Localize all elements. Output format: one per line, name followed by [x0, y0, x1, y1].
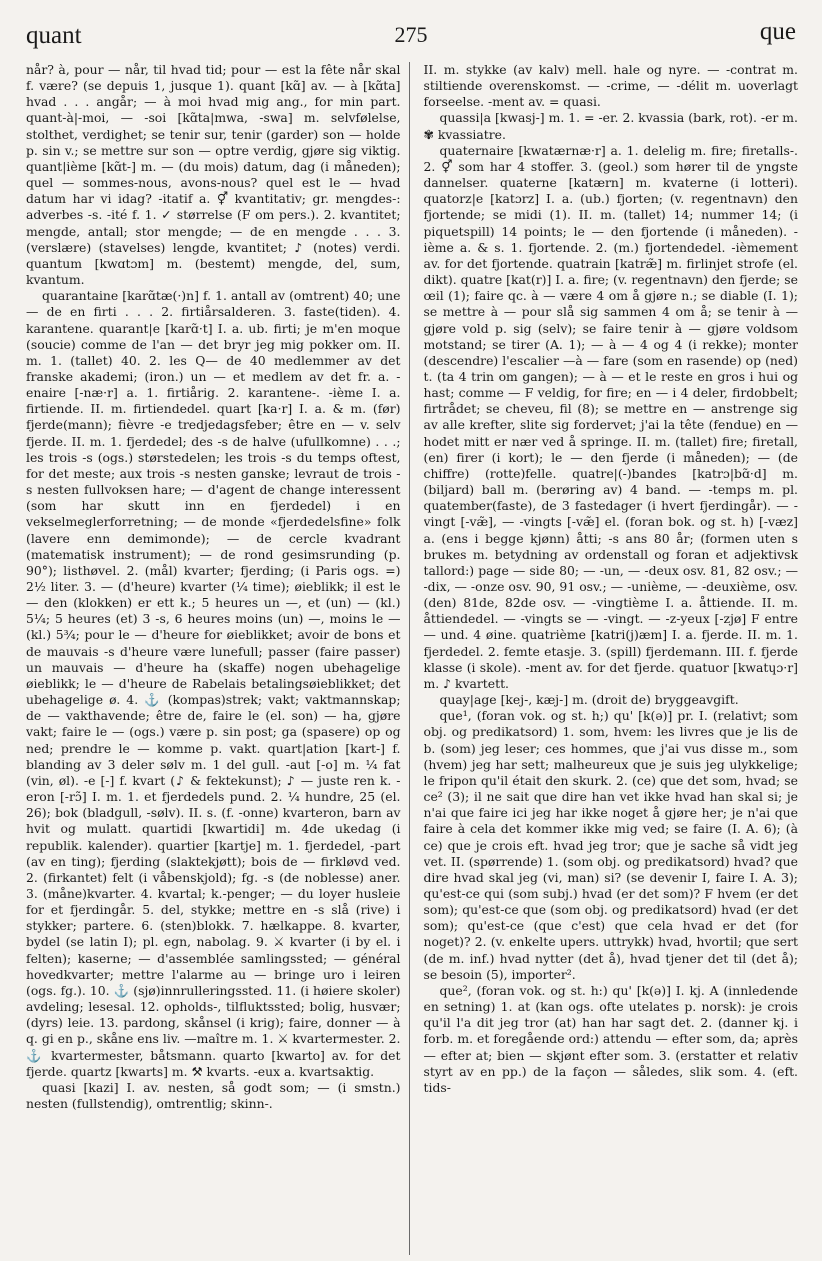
right-column — [424, 62, 799, 1255]
entry-paragraph: quasi [kazi] I. av. nesten, så godt som; — (i smstn.) nesten (fullstendig), omtrentlig; skinn-. — [26, 1079, 401, 1111]
text-columns — [26, 62, 798, 1255]
page-number: 275 — [394, 22, 428, 47]
header-left-guideword: quant — [26, 22, 82, 49]
entry-paragraph: II. m. stykke (av kalv) mell. hale og nyre. — -contrat m. stiltiende overenskomst. — -crime, — -délit m. uoverlagt forseelse. -ment av. = quasi. — [423, 62, 798, 110]
entry-paragraph: når? à, pour — når, til hvad tid; pour — est la fête når skal f. være? (se depuis 1, jusque 1). quant [kɑ̃] av. — à [kɑ̃ta] hvad . . . angår; — à moi hvad mig ang., for min part. quant-à|-moi, — -soi [kɑ̃ta|mwa, -swa] m. selvfølelse, stolthet, verdighet; se tenir sur, tenir (garder) son — holde p. sin v.; se mettre sur son — optre verdig, gjøre sig viktig. quant|ième [kɑ̃t-] m. — (du mois) datum, dag (i måneden); quel — sommes-nous, avons-nous? quel est le — hvad datum har vi idag? -itatif a. ⚥ kvantitativ; gr. mengdes-: adverbes -s. -ité f. 1. ✓ størrelse (F om pers.). 2. kvantitet; mengde, antall; stor mengde; — de en mengde . . . 3. (verslære) (stavelses) lengde, kvantitet; ♪ (notes) verdi. quantum [kwɑtɔm] m. (bestemt) mengde, del, sum, kvantum. — [26, 62, 401, 288]
header-right-guideword: que — [759, 18, 796, 45]
page-header — [26, 18, 796, 52]
left-column — [26, 62, 410, 1255]
entry-paragraph: quaternaire [kwatærnæ·r] a. 1. delelig m. fire; firetalls-. 2. ⚥ som har 4 stoffer. 3. (geol.) som hører til de yngste dannelser. quaterne [katærn] m. kvaterne (i lotteri). quatorz|e [katɔrz] I. a. (ub.) fjorten; (v. regentnavn) den fjortende; se midi (1). II. m. (tallet) 14; nummer 14; (i piquetspill) 14 points; le — den fjortende (i måneden). -ième a. & s. 1. fjortende. 2. (m.) fjortendedel. -ièmement av. for det fjortende. quatrain [katræ̃] m. firlinjet strofe (el. dikt). quatre [kat(r)] I. a. fire; (v. regentnavn) den fjerde; se œil (1); faire qc. à — være 4 om å gjøre n.; se diable (I. 1); se mettre à — pour slå sig sammen 4 om å; se tenir à — gjøre vold p. sig (selv); se faire tenir à — gjøre voldsom motstand; se tirer (A. 1); — à — 4 og 4 (i rekke); monter (descendre) l'escalier —à — fare (som en rasende) op (ned) t. (ta 4 trin om gangen); — à — et le reste en gros i hui og hast; comme — F veldig, for fire; en — i 4 deler, firdobbelt; firtrådet; se cheveu, fil (8); se mettre en — anstrenge sig av alle krefter, slite sig fordervet; j'ai la tête (fendue) en — hodet mitt er nær ved å springe. II. m. (tallet) fire; firetall, (en) firer (i kort); le — den fjerde (i måneden); — (de chiffre) (rotte)felle. quatre|(-)bandes [katrɔ|bɑ̃·d] m. (biljard) ball m. (berøring av) 4 band. — -temps m. pl. quatember(faste), de 3 fastedager (i hvert fjerdingår). — -vingt [-væ̃], — -vingts [-væ̃] el. (foran bok. og st. h) [-væz] a. (ens i begge kjønn) åtti; -s ans 80 år; (formen uten s brukes m. betydning av ordenstall og foran et adjektivsk tallord:) page — side 80; — -un, — -deux osv. 81, 82 osv.; — -dix, — -onze osv. 90, 91 osv.; — -unième, — -deuxième, osv. (den) 81de, 82de osv. — -vingtième I. a. åttiende. II. m. åttiendedel. — -vingts se — -vingt. — -z-yeux [-zjø] F entre — und. 4 øine. quatrième [katri(j)æm] I. a. fjerde. II. m. 1. fjerdedel. 2. femte etasje. 3. (spill) fjerdemann. III. f. fjerde klasse (i skole). -ment av. for det fjerde. quatuor [kwatɥɔ·r] m. ♪ kvartett. — [423, 142, 798, 691]
entry-paragraph: que¹, (foran vok. og st. h;) qu' [k(ə)] pr. I. (relativt; som obj. og predikatsord) 1. som, hvem: les livres que je lis de b. (som) jeg leser; ces hommes, que j'ai vus disse m., som (hvem) jeg har sett; malheureux que je suis jeg ulykkelige; le fripon qu'il était den skurk. 2. (ce) que det som, hvad; se ce² (3); il ne sait que dire han vet ikke hvad han skal si; je n'ai que faire ici jeg har ikke noget å gjøre her; je n'ai que faire à cela det kommer ikke mig ved; se faire (I. A. 6); (à ce) que je crois eft. hvad jeg tror; que je sache så vidt jeg vet. II. (spørrende) 1. (som obj. og predikatsord) hvad? que dire hvad skal jeg (vi, man) si? (se devenir I, faire I. A. 3); qu'est-ce qui (som subj.) hvad (er det som)? F hvem (er det som); qu'est-ce que (som obj. og predikatsord) hvad (er det som); qu'est-ce (que c'est) que cela hvad er det (for noget)? 2. (v. enkelte upers. uttrykk) hvad, hvortil; que sert (de m. inf.) hvad nytter (det å), hvad tjener det til (det å); se besoin (5), importer². — [423, 708, 798, 982]
entry-paragraph: quassi|a [kwasj-] m. 1. = -er. 2. kvassia (bark, rot). -er m. ✾ kvassiatre. — [423, 110, 798, 142]
entry-paragraph: quay|age [kej-, kæj-] m. (droit de) bryggeavgift. — [439, 692, 739, 708]
entry-paragraph: que², (foran vok. og st. h:) qu' [k(ə)] I. kj. A (innledende en setning) 1. at (kan ogs. ofte utelates p. norsk): je crois qu'il l'a dit jeg tror (at) han har sagt det. 2. (danner kj. i forb. m. et foregående ord:) attendu — efter som, da; après — efter at; bien — skjønt efter som. 3. (erstatter et relativ styrt av en pp.) de la façon — således, slik som. 4. (eft. tids- — [423, 982, 798, 1095]
entry-paragraph: quarantaine [karɑ̃tæ(·)n] f. 1. antall av (omtrent) 40; une — de en firti . . . 2. firtiårsalderen. 3. faste(tiden). 4. karantene. quarant|e [karɑ̃·t] I. a. ub. firti; je m'en moque (soucie) comme de l'an — det bryr jeg mig pokker om. II. m. 1. (tallet) 40. 2. les Q— de 40 medlemmer av det franske akademi; (iron.) un — et medlem av det fr. a. -enaire [-næ·r] a. 1. firtiårig. 2. karantene-. -ième I. a. firtiende. II. m. firtiendedel. quart [ka·r] I. a. & m. (før) fjerde(mann); fièvre -e tredjedagsfeber; être en — v. selv fjerde. II. m. 1. fjerdedel; des -s de halve (ufullkomne) . . .; les trois -s (ogs.) størstedelen; les trois -s du temps oftest, for det meste; aux trois -s nesten ganske; levraut de trois -s nesten fullvoksen hare; — d'agent de change interessent (som har skutt inn en fjerdedel) i en vekselmeglerforretning; — de monde «fjerdedelsfine» folk (lavere enn demimonde); — de cercle kvadrant (matematisk instrument); — de rond gesimsrunding (p. 90°); listhøvel. 2. (mål) kvarter; fjerding; (i Paris ogs. =) 2½ liter. 3. — (d'heure) kvarter (¼ time); øieblikk; il est le — den (klokken) er ett k.; 5 heures un —, et (un) — (kl.) 5¼; 5 heures (et) 3 -s, 6 heures moins (un) —, moins le — (kl.) 5¾; pour le — d'heure for øieblikket; avoir de bons et de mauvais -s d'heure være lunefull; passer (faire passer) un mauvais — d'heure ha (skaffe) nogen ubehagelige øieblikk; le — d'heure de Rabelais betalingsøieblikket; det ubehagelige ø. 4. ⚓ (kompas)strek; vakt; vaktmannskap; de — vakthavende; être de, faire le (el. son) — ha, gjøre vakt; faire le — (ogs.) være p. sin post; ga (spasere) op og ned; prendre le — komme p. vakt. quart|ation [kart-] f. blanding av 3 deler sølv m. 1 del gull. -aut [-o] m. ¼ fat (vin, øl). -e [-] f. kvart (♪ & fektekunst); ♪ — juste ren k. -eron [-rɔ̃] I. m. 1. et fjerdedels pund. 2. ¼ hundre, 25 (el. 26); bok (bladgull, -sølv). II. s. (f. -onne) kvarteron, barn av hvit og mulatt. quartidi [kwartidi] m. 4de ukedag (i republik. kalender). quartier [kartje] m. 1. fjerdedel, -part (av en ting); fjerding (slaktekjøtt); bois de — firkløvd ved. 2. (firkantet) felt (i våbenskjold); fg. -s (de noblesse) aner. 3. (måne)kvarter. 4. kvartal; k.-penger; — du loyer husleie for et fjerdingår. 5. del, stykke; mettre en -s slå (rive) i stykker; partere. 6. (sten)blokk. 7. hælkappe. 8. kvarter, bydel (se latin I); pl. egn, nabolag. 9. ⚔ kvarter (i by el. i felten); kaserne; — d'assemblée samlingssted; — général hovedkvarter; mettre l'alarme au — bringe uro i leiren (ogs. fg.). 10. ⚓ (sjø)innrulleringssted. 11. (i høiere skoler) avdeling; lesesal. 12. opholds-, tilfluktssted; bolig, husvær; (dyrs) leie. 13. pardong, skånsel (i krig); faire, donner — à q. gi en p., skåne ens liv. —maître m. 1. ⚔ kvartermester. 2. ⚓ kvartermester, båtsmann. quarto [kwarto] av. for det fjerde. quartz [kwarts] m. ⚒ kvarts. -eux a. kvartsaktig. — [26, 288, 401, 1079]
